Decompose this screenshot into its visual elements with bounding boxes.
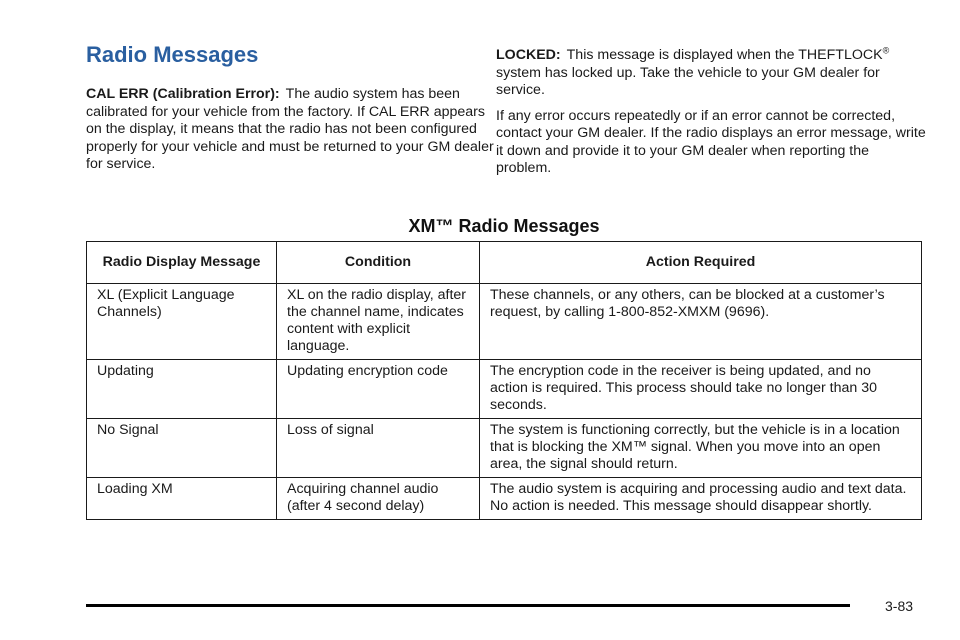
- right-column: [496, 47, 926, 186]
- message-cell: Loading XM: [87, 478, 277, 520]
- table-row: [87, 284, 922, 360]
- condition-cell: Acquiring channel audio (after 4 second delay): [277, 478, 480, 520]
- message-cell: XL (Explicit Language Channels): [87, 284, 277, 360]
- action-cell: The audio system is acquiring and processing audio and text data. No action is needed. This message should disappear shortly.: [480, 478, 922, 520]
- locked-text-after: system has locked up. Take the vehicle to your GM dealer for service.: [496, 64, 880, 98]
- condition-cell: Loss of signal: [277, 419, 480, 478]
- footer-rule: [86, 604, 850, 607]
- table-row: [87, 419, 922, 478]
- header-action-required: Action Required: [480, 242, 922, 284]
- action-cell: The system is functioning correctly, but the vehicle is in a location that is blocking the XM™ signal. When you move into an open area, the signal should return.: [480, 419, 922, 478]
- header-condition: Condition: [277, 242, 480, 284]
- message-cell: Updating: [87, 360, 277, 419]
- action-cell: The encryption code in the receiver is being updated, and no action is required. This process should take no longer than 30 seconds.: [480, 360, 922, 419]
- xm-messages-table: [86, 241, 922, 520]
- page-title: Radio Messages: [86, 42, 259, 67]
- table-row: [87, 360, 922, 419]
- registered-mark: ®: [882, 45, 890, 56]
- locked-text-before: This message is displayed when the THEFTLOCK: [566, 47, 883, 63]
- left-column: [86, 86, 494, 182]
- action-cell: These channels, or any others, can be blocked at a customer’s request, by calling 1-800-852-XMXM (9696).: [480, 284, 922, 360]
- cal-err-text: The audio system has been calibrated for your vehicle from the factory. If CAL ERR appears on the display, it means that the radio has not been configured properly for your vehicle and must be returned to your GM dealer for service.: [86, 86, 494, 172]
- table-row: [87, 478, 922, 520]
- page-number: 3-83: [885, 598, 914, 614]
- locked-paragraph: [496, 47, 926, 100]
- condition-cell: Updating encryption code: [277, 360, 480, 419]
- header-radio-display-message: Radio Display Message: [87, 242, 277, 284]
- condition-cell: XL on the radio display, after the channel name, indicates content with explicit language.: [277, 284, 480, 360]
- cal-err-paragraph: [86, 86, 494, 174]
- table-title: XM™ Radio Messages: [408, 216, 600, 236]
- locked-label: LOCKED:: [496, 47, 561, 63]
- message-cell: No Signal: [87, 419, 277, 478]
- error-paragraph: If any error occurs repeatedly or if an error cannot be corrected, contact your GM dealer. If the radio displays an error message, write it down and provide it to your GM dealer when reporting the problem.: [496, 107, 926, 176]
- cal-err-label: CAL ERR (Calibration Error):: [86, 86, 280, 102]
- table-header-row: [87, 242, 922, 284]
